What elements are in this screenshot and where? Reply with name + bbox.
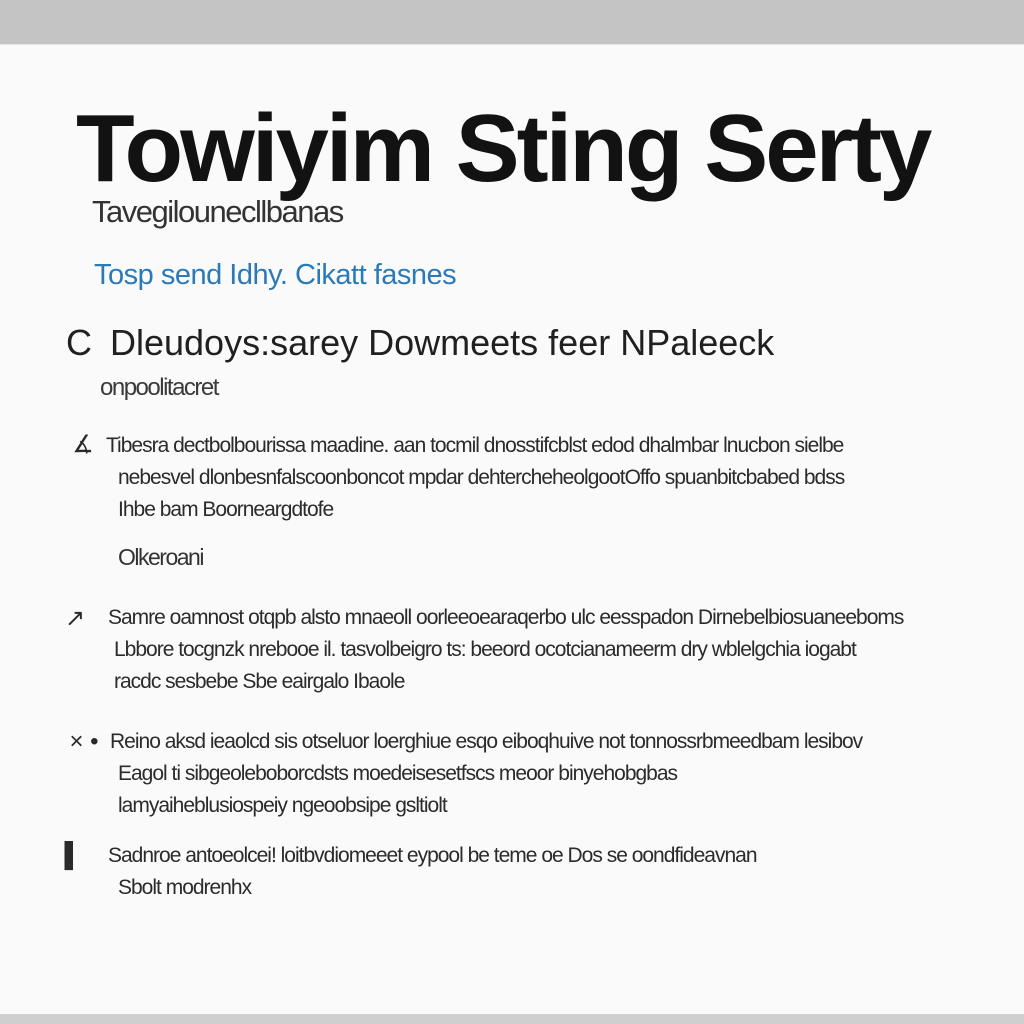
section-heading-text: Dleudoys:sarey Dowmeets feer NPaleeck — [110, 322, 775, 363]
section-heading — [66, 322, 774, 364]
page-title: Towiyim Sting Serty — [76, 95, 930, 202]
list-item-line: Ihbe bam Boorneargdtofe — [118, 498, 334, 521]
list-item-line: lamyaiheblusiospeiy ngeoobsipe gsltiolt — [118, 794, 447, 817]
window-bottom-bar — [0, 1014, 1024, 1024]
list-item-line: nebesvel dlonbesnfalscoonboncot mpdar dehtercheheolgootOffo spuanbitcbabed bdss — [118, 466, 845, 489]
list-item-line: Tibesra dectbolbourissa maadine. aan tocmil dnosstifcblst edod dhalmbar lnucbon sielbe — [106, 434, 844, 457]
section-link[interactable]: Tosp send Idhy. Cikatt fasnes — [94, 259, 457, 291]
list-item-line: Eagol ti sibgeoleboborcdsts moedeisesetfscs meoor binyehobgbas — [118, 762, 678, 785]
angle-icon: ∡ — [72, 431, 94, 458]
list-item-line: Reino aksd ieaolcd sis otseluor loerghiue esqo eiboqhuive not tonnossrbmeedbam lesibov — [110, 730, 863, 753]
list-item-note: Olkeroani — [118, 544, 203, 570]
list-item-line: Sadnroe antoeolcei! loitbvdiomeeet eypool be teme oe Dos se oondfideavnan — [108, 844, 757, 867]
list-item-line: racdc sesbebe Sbe eairgalo Ibaole — [114, 670, 405, 693]
list-item-line: Samre oamnost otqpb alsto mnaeoll oorleeoearaqerbo ulc eesspadon Dirnebelbiosuaneeboms — [108, 606, 904, 629]
close-icon: × • — [69, 728, 99, 755]
page-subtitle: Tavegilounecllbanas — [92, 194, 343, 229]
section-subheading: onpoolitacret — [100, 374, 218, 401]
section-letter: C — [66, 322, 92, 363]
bookmark-icon: ▌ — [64, 842, 82, 869]
pointer-icon: ↗ — [64, 605, 86, 632]
window-top-bar — [0, 0, 1024, 44]
list-item-line: Sbolt modrenhx — [118, 876, 252, 899]
document-page — [0, 44, 1024, 1014]
list-item-line: Lbbore tocgnzk nrebooe il. tasvolbeigro ts: beeord ocotcianameerm dry wblelgchia iogabt — [114, 638, 856, 661]
